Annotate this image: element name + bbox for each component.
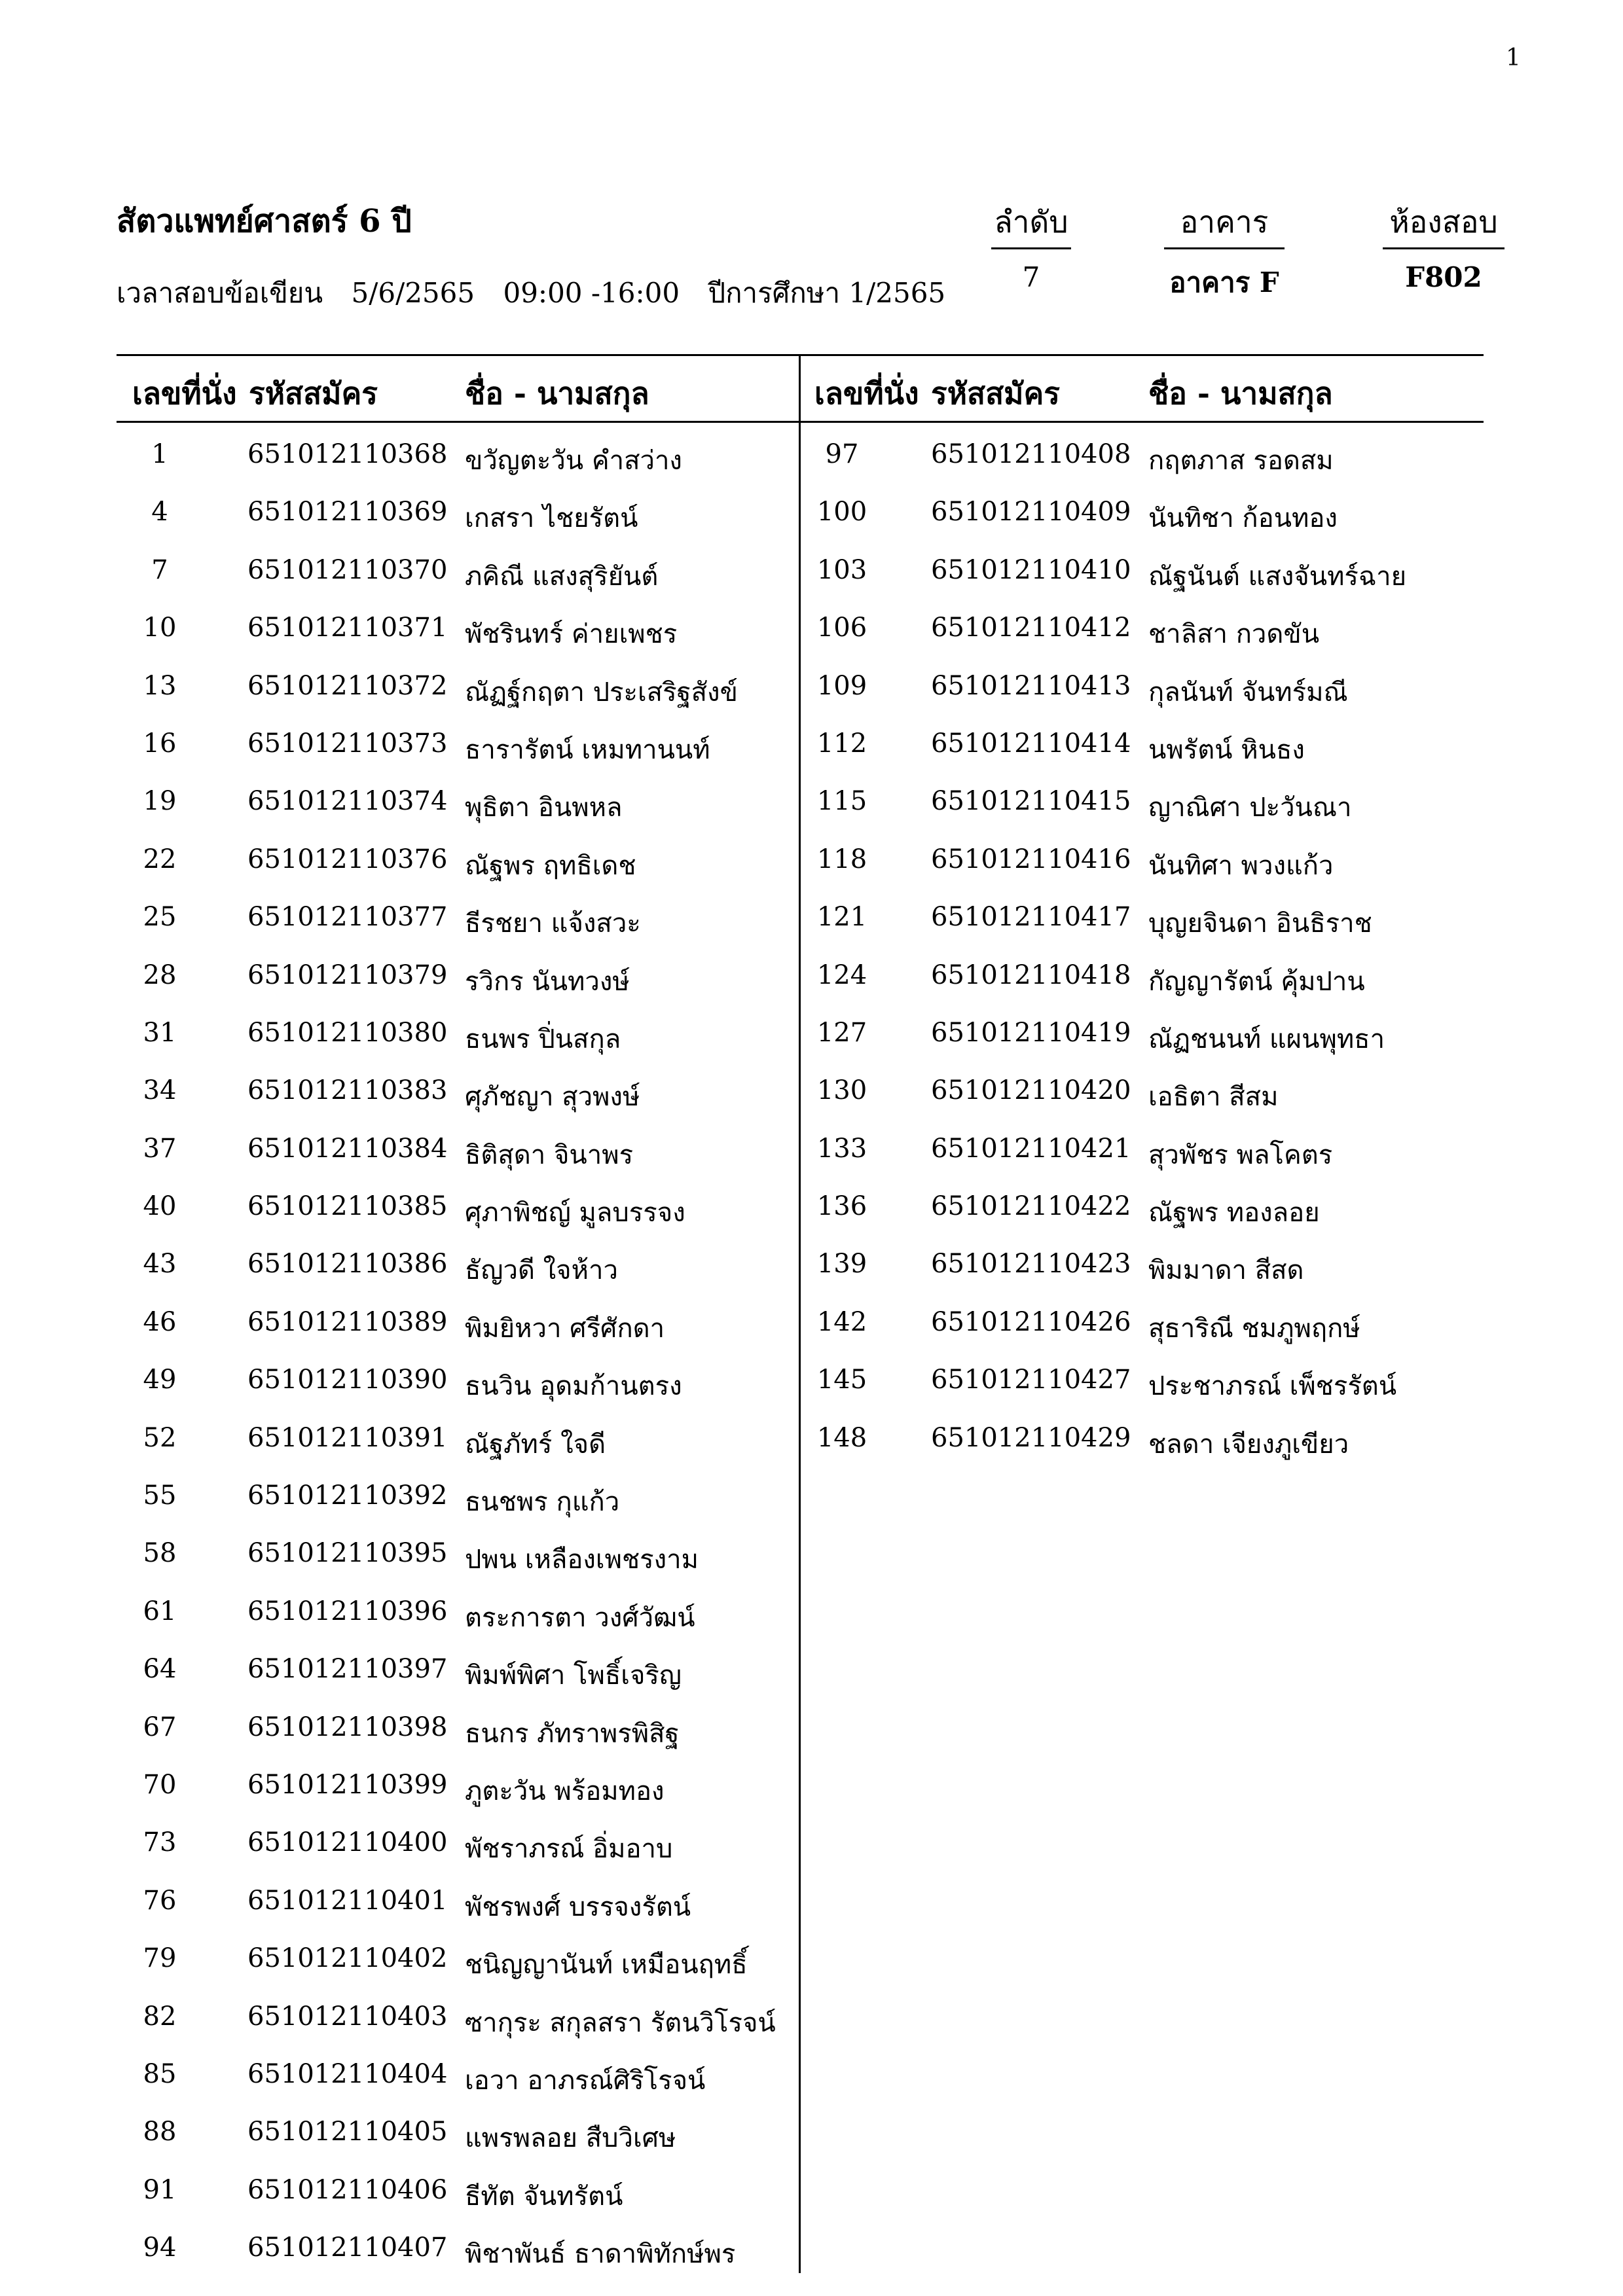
seat-number: 31	[143, 1017, 177, 1048]
seat-number: 79	[143, 1943, 177, 1974]
candidate-name: ชลดา เจียงภูเขียว	[1148, 1429, 1349, 1460]
room-label: ห้องสอบ	[1389, 204, 1498, 240]
building-value: อาคาร F	[1169, 266, 1279, 298]
applicant-code: 651012110396	[247, 1596, 448, 1626]
academic-year: ปีการศึกษา 1/2565	[708, 277, 946, 309]
candidate-name: ธีรชยา แจ้งสวะ	[465, 908, 641, 939]
seat-number: 139	[816, 1249, 867, 1280]
seat-number: 7	[151, 554, 168, 585]
seat-number: 58	[143, 1538, 177, 1569]
candidate-name: ธารารัตน์ เหมทานนท์	[465, 734, 710, 765]
candidate-name: ซากุระ สกุลสรา รัตนวิโรจน์	[465, 2007, 776, 2038]
applicant-code: 651012110389	[247, 1306, 448, 1337]
seat-number: 133	[816, 1133, 867, 1164]
seat-number: 142	[816, 1306, 867, 1337]
exam-info	[117, 272, 965, 315]
seat-number: 22	[143, 844, 177, 874]
seat-number: 100	[816, 497, 867, 528]
applicant-code: 651012110398	[247, 1712, 448, 1742]
applicant-code: 651012110416	[931, 844, 1131, 874]
applicant-code: 651012110419	[931, 1017, 1131, 1048]
exam-time: 09:00 -16:00	[503, 277, 680, 309]
seat-number: 49	[143, 1365, 177, 1395]
seat-number: 55	[143, 1480, 177, 1511]
program-title: สัตวแพทย์ศาสตร์ 6 ปี	[117, 203, 412, 240]
applicant-code: 651012110399	[247, 1769, 448, 1800]
seat-number: 13	[143, 670, 177, 701]
applicant-code: 651012110418	[931, 960, 1131, 990]
candidate-name: ธนชพร กุแก้ว	[465, 1487, 620, 1518]
seat-number: 1	[151, 439, 168, 469]
candidate-name: ณัฐพร ทองลอย	[1148, 1198, 1320, 1229]
candidate-name: ณัฐพร ฤทธิเดช	[465, 850, 636, 881]
candidate-name: ธนพร ปิ่นสกุล	[465, 1024, 621, 1054]
candidate-name: พุธิตา อินพหล	[465, 793, 623, 823]
candidate-name: ปพน เหลืองเพชรงาม	[465, 1545, 699, 1575]
applicant-code: 651012110392	[247, 1480, 448, 1511]
candidate-name: ภูตะวัน พร้อมทอง	[465, 1776, 665, 1806]
applicant-code: 651012110370	[247, 554, 448, 585]
candidate-name: สุธาริณี ชมภูพฤกษ์	[1148, 1313, 1360, 1344]
seat-number: 112	[816, 728, 867, 759]
applicant-code: 651012110405	[247, 2117, 448, 2147]
seat-number: 148	[816, 1422, 867, 1453]
applicant-code: 651012110414	[931, 728, 1131, 759]
applicant-code: 651012110397	[247, 1654, 448, 1685]
applicant-code: 651012110373	[247, 728, 448, 759]
seat-number: 52	[143, 1422, 177, 1453]
applicant-code: 651012110409	[931, 497, 1131, 528]
building-block	[1159, 196, 1290, 304]
applicant-code: 651012110385	[247, 1191, 448, 1222]
candidate-name: นันทิชา ก้อนทอง	[1148, 503, 1338, 534]
header-seat-right: เลขที่นั่ง	[814, 376, 919, 411]
seat-number: 88	[143, 2117, 177, 2147]
applicant-code: 651012110415	[931, 786, 1131, 817]
candidate-name: เกสรา ไชยรัตน์	[465, 503, 638, 534]
seat-number: 106	[816, 613, 867, 643]
applicant-code: 651012110413	[931, 670, 1131, 701]
seat-number: 46	[143, 1306, 177, 1337]
seat-number: 19	[143, 786, 177, 817]
applicant-code: 651012110423	[931, 1249, 1131, 1280]
applicant-code: 651012110420	[931, 1075, 1131, 1106]
seat-number: 16	[143, 728, 177, 759]
candidate-name: พิมยิหวา ศรีศักดา	[465, 1313, 665, 1344]
candidate-name: ศุภัชญา สุวพงษ์	[465, 1082, 640, 1113]
applicant-code: 651012110422	[931, 1191, 1131, 1222]
order-value: 7	[1022, 261, 1040, 293]
applicant-code: 651012110421	[931, 1133, 1131, 1164]
header-name-right: ชื่อ - นามสกุล	[1148, 376, 1333, 411]
seat-number: 97	[825, 439, 859, 469]
candidate-name: ณัฐภัทร์ ใจดี	[465, 1429, 606, 1460]
applicant-code: 651012110374	[247, 786, 448, 817]
applicant-code: 651012110427	[931, 1365, 1131, 1395]
candidate-name: ณัฏชนนท์ แผนพุทธา	[1148, 1024, 1385, 1054]
candidate-name: ธีทัต จันทรัตน์	[465, 2181, 623, 2212]
seat-number: 124	[816, 960, 867, 990]
page-number: 1	[1506, 45, 1521, 71]
applicant-code: 651012110368	[247, 439, 448, 469]
seat-number: 76	[143, 1885, 177, 1916]
candidate-name: บุญยจินดา อินธิราช	[1148, 908, 1372, 939]
candidate-name: ธิติสุดา จินาพร	[465, 1139, 634, 1170]
seat-number: 145	[816, 1365, 867, 1395]
applicant-code: 651012110429	[931, 1422, 1131, 1453]
candidate-name: แพรพลอย สืบวิเศษ	[465, 2123, 676, 2154]
seat-number: 121	[816, 902, 867, 933]
seat-number: 70	[143, 1769, 177, 1800]
candidate-name: ธนวิน อุดมก้านตรง	[465, 1371, 682, 1402]
seat-number: 28	[143, 960, 177, 990]
candidate-name: พัชรพงศ์ บรรจงรัตน์	[465, 1892, 691, 1922]
candidate-name: ภคิณี แสงสุริยันต์	[465, 561, 659, 592]
exam-date: 5/6/2565	[351, 277, 475, 309]
applicant-code: 651012110386	[247, 1249, 448, 1280]
applicant-code: 651012110410	[931, 554, 1131, 585]
seat-number: 43	[143, 1249, 177, 1280]
candidate-name: ธนกร ภัทราพรพิสิฐ	[465, 1718, 680, 1749]
candidate-name: ชนิญญานันท์ เหมือนฤทธิ์	[465, 1950, 748, 1981]
seat-number: 10	[143, 613, 177, 643]
building-label: อาคาร	[1180, 204, 1269, 240]
applicant-code: 651012110371	[247, 613, 448, 643]
applicant-code: 651012110379	[247, 960, 448, 990]
seat-number: 136	[816, 1191, 867, 1222]
candidate-name: ศุภาพิชญ์ มูลบรรจง	[465, 1198, 685, 1229]
candidate-name: ชาลิสา กวดขัน	[1148, 619, 1320, 650]
applicant-code: 651012110369	[247, 497, 448, 528]
table-divider	[799, 354, 801, 2273]
order-label: ลำดับ	[994, 204, 1068, 240]
header-code-left: รหัสสมัคร	[249, 376, 378, 411]
applicant-code: 651012110384	[247, 1133, 448, 1164]
seat-number: 91	[143, 2174, 177, 2205]
seat-number: 73	[143, 1827, 177, 1858]
applicant-code: 651012110408	[931, 439, 1131, 469]
applicant-code: 651012110402	[247, 1943, 448, 1974]
applicant-code: 651012110406	[247, 2174, 448, 2205]
seat-number: 85	[143, 2058, 177, 2089]
seat-number: 127	[816, 1017, 867, 1048]
applicant-code: 651012110417	[931, 902, 1131, 933]
seat-number: 82	[143, 2001, 177, 2032]
seat-number: 64	[143, 1654, 177, 1685]
candidate-name: ญาณิศา ปะวันณา	[1148, 793, 1352, 823]
applicant-code: 651012110400	[247, 1827, 448, 1858]
order-block	[982, 196, 1080, 293]
applicant-code: 651012110403	[247, 2001, 448, 2032]
room-value: F802	[1405, 261, 1482, 293]
candidate-name: เอธิตา สีสม	[1148, 1082, 1279, 1113]
seat-number: 25	[143, 902, 177, 933]
applicant-code: 651012110395	[247, 1538, 448, 1569]
applicant-code: 651012110372	[247, 670, 448, 701]
candidate-name: กฤตภาส รอดสม	[1148, 446, 1334, 476]
candidate-name: พิมพ์พิศา โพธิ์เจริญ	[465, 1660, 682, 1691]
exam-label: เวลาสอบข้อเขียน	[117, 277, 323, 309]
seat-number: 34	[143, 1075, 177, 1106]
applicant-code: 651012110377	[247, 902, 448, 933]
candidate-name: พิชาพันธ์ ธาดาพิทักษ์พร	[465, 2239, 736, 2270]
candidate-name: นันทิศา พวงแก้ว	[1148, 850, 1334, 881]
candidate-name: พัชราภรณ์ อิ่มอาบ	[465, 1834, 673, 1865]
candidate-name: พัชรินทร์ ค่ายเพชร	[465, 619, 678, 650]
seat-number: 94	[143, 2233, 177, 2263]
applicant-code: 651012110426	[931, 1306, 1131, 1337]
applicant-code: 651012110407	[247, 2233, 448, 2263]
candidate-name: ธัญวดี ใจห้าว	[465, 1255, 618, 1286]
seat-number: 109	[816, 670, 867, 701]
applicant-code: 651012110412	[931, 613, 1131, 643]
seat-number: 118	[816, 844, 867, 874]
applicant-code: 651012110383	[247, 1075, 448, 1106]
seat-number: 4	[151, 497, 168, 528]
candidate-name: นพรัตน์ หินธง	[1148, 734, 1305, 765]
candidate-name: กุลนันท์ จันทร์มณี	[1148, 677, 1348, 708]
candidate-name: รวิกร นันทวงษ์	[465, 966, 630, 997]
seat-number: 115	[816, 786, 867, 817]
header-code-right: รหัสสมัคร	[931, 376, 1060, 411]
seat-number: 130	[816, 1075, 867, 1106]
applicant-code: 651012110404	[247, 2058, 448, 2089]
candidate-name: พิมมาดา สีสด	[1148, 1255, 1304, 1286]
applicant-code: 651012110376	[247, 844, 448, 874]
applicant-code: 651012110390	[247, 1365, 448, 1395]
room-block	[1375, 196, 1512, 293]
header-name-left: ชื่อ - นามสกุล	[465, 376, 649, 411]
seat-number: 40	[143, 1191, 177, 1222]
seat-number: 103	[816, 554, 867, 585]
candidate-name: ณัฏฐ์กฤตา ประเสริฐสังข์	[465, 677, 738, 708]
candidate-name: ณัฐนันต์ แสงจันทร์ฉาย	[1148, 561, 1407, 592]
applicant-code: 651012110391	[247, 1422, 448, 1453]
applicant-code: 651012110380	[247, 1017, 448, 1048]
candidate-name: เอวา อาภรณ์ศิริโรจน์	[465, 2065, 706, 2096]
candidate-name: ประชาภรณ์ เพ็ชรรัตน์	[1148, 1371, 1397, 1402]
candidate-name: ตระการตา วงศ์วัฒน์	[465, 1602, 695, 1633]
applicant-code: 651012110401	[247, 1885, 448, 1916]
header-seat-left: เลขที่นั่ง	[132, 376, 237, 411]
candidate-name: กัญญารัตน์ คุ้มปาน	[1148, 966, 1365, 997]
candidate-name: สุวพัชร พลโคตร	[1148, 1139, 1333, 1170]
seat-number: 61	[143, 1596, 177, 1626]
seat-number: 37	[143, 1133, 177, 1164]
seat-number: 67	[143, 1712, 177, 1742]
candidate-name: ขวัญตะวัน คำสว่าง	[465, 446, 682, 476]
